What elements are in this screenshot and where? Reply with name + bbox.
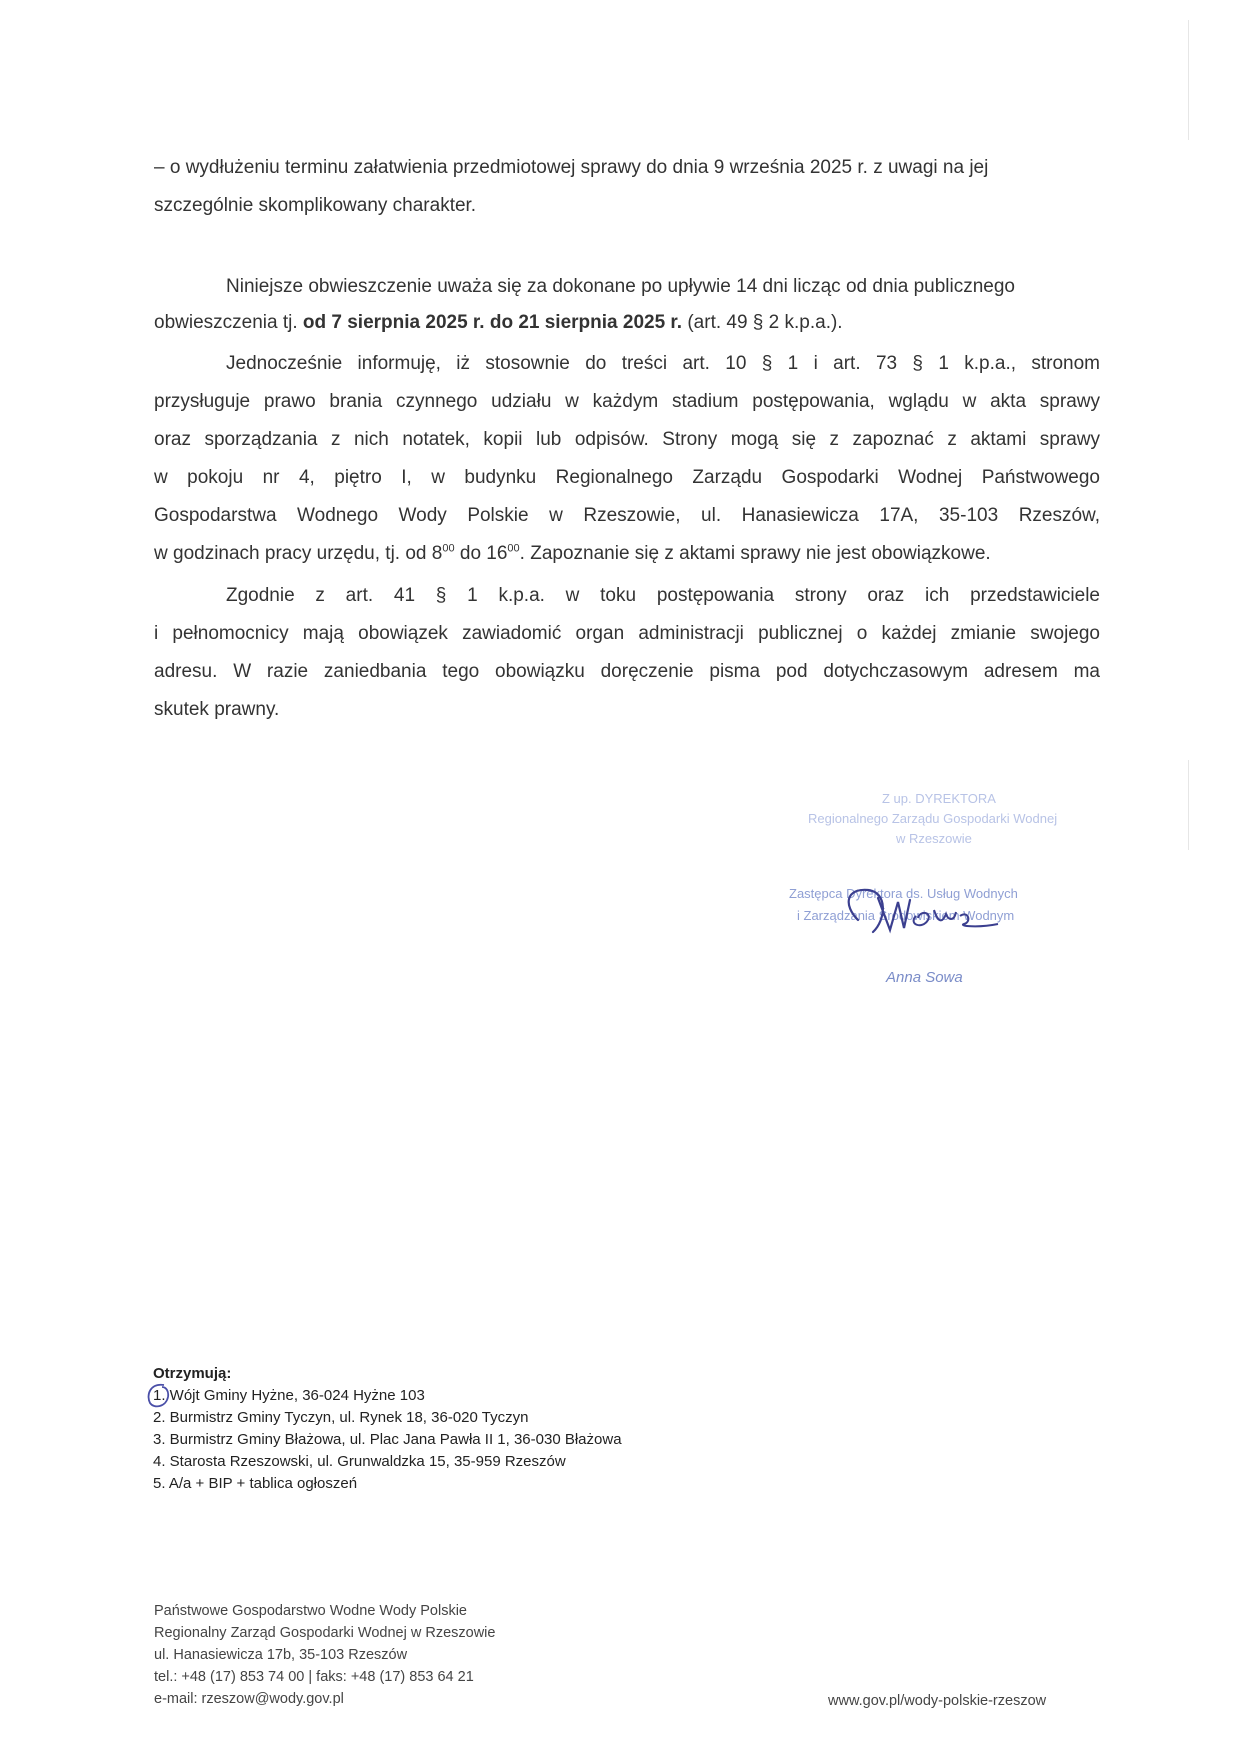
recipient-item: 3. Burmistrz Gminy Błażowa, ul. Plac Jana Pawła II 1, 36-030 Błażowa — [153, 1431, 622, 1448]
stamp-line-5: i Zarządzania Środowiskiem Wodnym — [797, 908, 1015, 923]
paragraph-4-line-1: Zgodnie z art. 41 § 1 k.p.a. w toku postępowania strony oraz ich przedstawiciele — [226, 585, 1100, 606]
paragraph-3-line-6 — [154, 542, 1100, 566]
paragraph-4-line-2: i pełnomocnicy mają obowiązek zawiadomić organ administracji publicznej o każdej zmianie swojego — [154, 623, 1100, 644]
text-run: . Zapoznanie się z aktami sprawy nie jest obowiązkowe. — [519, 543, 991, 564]
superscript: 00 — [442, 542, 455, 555]
recipients-title: Otrzymują: — [153, 1365, 232, 1382]
scan-edge-line — [1188, 760, 1189, 850]
text-run: do 16 — [454, 543, 508, 564]
date-range: od 7 sierpnia 2025 r. do 21 sierpnia 2025 r. — [302, 312, 683, 333]
stamp-line-2: Regionalnego Zarządu Gospodarki Wodnej — [808, 811, 1058, 826]
signatory-name: Anna Sowa — [886, 969, 963, 986]
superscript: 00 — [507, 542, 520, 555]
paragraph-3-line-5: Gospodarstwa Wodnego Wody Polskie w Rzeszowie, ul. Hanasiewicza 17A, 35-103 Rzeszów, — [154, 505, 1100, 526]
paragraph-3-line-3: oraz sporządzania z nich notatek, kopii lub odpisów. Strony mogą się z zapoznać z aktami sprawy — [154, 429, 1100, 450]
text-run: w godzinach pracy urzędu, tj. od 8 — [154, 543, 443, 564]
paragraph-2-line-2 — [154, 311, 1100, 335]
scan-edge-line — [1188, 20, 1189, 140]
footer-phone: tel.: +48 (17) 853 74 00 | faks: +48 (17) 853 64 21 — [154, 1669, 474, 1685]
footer-unit: Regionalny Zarząd Gospodarki Wodnej w Rzeszowie — [154, 1625, 496, 1641]
paragraph-3-line-4: w pokoju nr 4, piętro I, w budynku Regionalnego Zarządu Gospodarki Wodnej Państwowego — [154, 467, 1100, 488]
stamp-line-4: Zastępca Dyrektora ds. Usług Wodnych — [789, 886, 1018, 901]
recipient-item: 4. Starosta Rzeszowski, ul. Grunwaldzka 15, 35-959 Rzeszów — [153, 1453, 566, 1470]
footer-organization: Państwowe Gospodarstwo Wodne Wody Polskie — [154, 1603, 467, 1619]
recipient-item — [153, 1385, 622, 1407]
handwritten-signature — [838, 880, 1008, 950]
recipient-text: 1. Wójt Gminy Hyżne, 36-024 Hyżne 103 — [153, 1387, 425, 1404]
paragraph-4-line-3: adresu. W razie zaniedbania tego obowiązku doręczenie pisma pod dotychczasowym adresem ma — [154, 661, 1100, 682]
paragraph-2-line-1: Niniejsze obwieszczenie uważa się za dokonane po upływie 14 dni licząc od dnia publicznego — [226, 276, 1015, 297]
recipient-item: 5. A/a + BIP + tablica ogłoszeń — [153, 1475, 358, 1492]
stamp-line-1: Z up. DYREKTORA — [882, 791, 996, 806]
text-run: obwieszczenia tj. — [154, 312, 303, 333]
text-run: (art. 49 § 2 k.p.a.). — [682, 312, 843, 333]
stamp-line-3: w Rzeszowie — [896, 831, 972, 846]
recipients-list — [153, 1363, 622, 1495]
footer-contact — [154, 1600, 495, 1710]
paragraph-3-line-1: Jednocześnie informuję, iż stosownie do treści art. 10 § 1 i art. 73 § 1 k.p.a., stronom — [226, 353, 1100, 374]
footer-address: ul. Hanasiewicza 17b, 35-103 Rzeszów — [154, 1647, 408, 1663]
paragraph-1-line-1: – o wydłużeniu terminu załatwienia przedmiotowej sprawy do dnia 9 września 2025 r. z uwagi na jej — [154, 157, 989, 178]
footer-email: e-mail: rzeszow@wody.gov.pl — [154, 1691, 344, 1707]
paragraph-3-line-2: przysługuje prawo brania czynnego udziału w każdym stadium postępowania, wglądu w akta sprawy — [154, 391, 1100, 412]
recipient-item: 2. Burmistrz Gminy Tyczyn, ul. Rynek 18, 36-020 Tyczyn — [153, 1409, 529, 1426]
paragraph-4-line-4: skutek prawny. — [154, 699, 280, 720]
paragraph-1-line-2: szczególnie skomplikowany charakter. — [154, 195, 477, 216]
footer-website: www.gov.pl/wody-polskie-rzeszow — [828, 1693, 1047, 1709]
